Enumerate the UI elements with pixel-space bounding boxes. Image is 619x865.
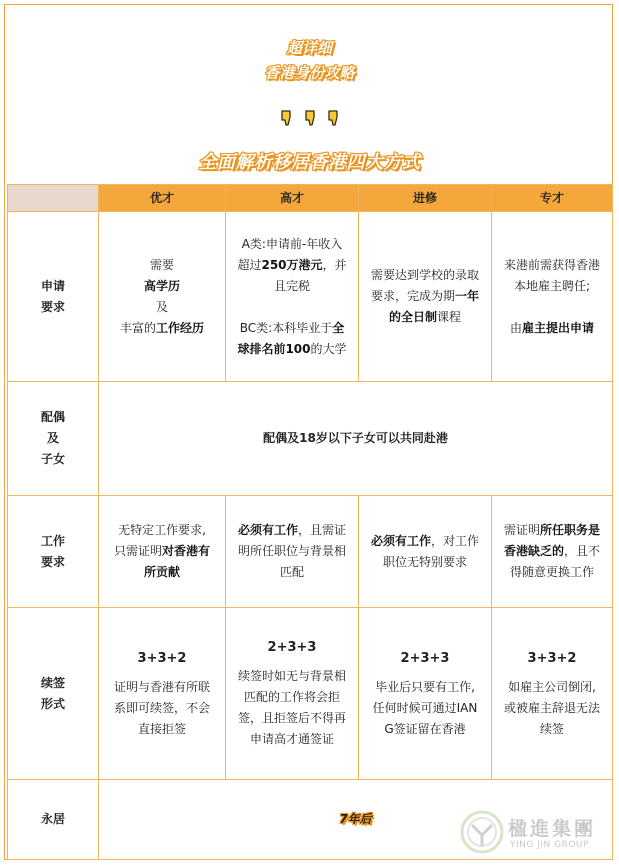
row-label-requirements: 申请 要求 — [8, 212, 99, 382]
pointing-down-hand-icon — [279, 110, 293, 126]
cell-zhuancai-renewal: 3+3+2 如雇主公司倒闭, 或被雇主辞退无法 续签 — [492, 608, 613, 780]
header-row — [8, 185, 613, 212]
cell-gaocai-work: 必须有工作，且需证 明所任职位与背景相 匹配 — [226, 496, 359, 608]
cell-youcai-work: 无特定工作要求, 只需证明对香港有 所贡献 — [99, 496, 226, 608]
row-label-spouse: 配偶 及 子女 — [8, 382, 99, 496]
company-logo — [458, 806, 608, 856]
cell-jinxiu-renewal: 2+3+3 毕业后只要有工作, 任何时候可通过IAN G签证留在香港 — [359, 608, 492, 780]
pointing-down-hand-icon — [326, 110, 340, 126]
row-work — [8, 496, 613, 608]
header-jinxiu: 进修 — [359, 185, 492, 212]
header-zhuancai: 专才 — [492, 185, 613, 212]
pointing-down-hand-icon — [303, 110, 317, 126]
row-renewal — [8, 608, 613, 780]
yingjin-emblem-icon — [460, 810, 504, 854]
logo-name: 楹進集團 — [508, 818, 597, 840]
title-line-1: 超详细 — [286, 39, 332, 57]
row-requirements — [8, 212, 613, 382]
row-label-renewal: 续签 形式 — [8, 608, 99, 780]
header-youcai: 优才 — [99, 185, 226, 212]
comparison-table — [7, 184, 613, 860]
cell-jinxiu-work: 必须有工作，对工作 职位无特别要求 — [359, 496, 492, 608]
cell-youcai-renewal: 3+3+2 证明与香港有所联 系即可续签，不会 直接拒签 — [99, 608, 226, 780]
logo-sub: YING JIN GROUP — [510, 840, 589, 850]
header-corner — [8, 185, 99, 212]
cell-spouse-all: 配偶及18岁以下子女可以共同赴港 — [99, 382, 613, 496]
title-line-2: 香港身份攻略 — [264, 64, 355, 82]
cell-gaocai-renewal: 2+3+3 续签时如无与背景相 匹配的工作将会拒 签，且拒签后不得再 申请高才通签证 — [226, 608, 359, 780]
cell-pr-all: 7年后 — [99, 780, 613, 860]
pointing-hands-row — [0, 110, 619, 130]
header-gaocai: 高才 — [226, 185, 359, 212]
cell-zhuancai-requirements: 来港前需获得香港 本地雇主聘任; 由雇主提出申请 — [492, 212, 613, 382]
row-spouse — [8, 382, 613, 496]
row-label-work: 工作 要求 — [8, 496, 99, 608]
cell-zhuancai-work: 需证明所任职务是 香港缺乏的，且不 得随意更换工作 — [492, 496, 613, 608]
cell-gaocai-requirements: A类:申请前-年收入 超过250万港元，并 且完税 BC类:本科毕业于全 球排名前100的大学 — [226, 212, 359, 382]
cell-jinxiu-requirements: 需要达到学校的录取 要求，完成为期一年 的全日制课程 — [359, 212, 492, 382]
cell-youcai-requirements: 需要 高学历 及 丰富的工作经历 — [99, 212, 226, 382]
row-label-pr: 永居 — [8, 780, 99, 860]
main-heading: 全面解析移居香港四大方式 — [198, 152, 421, 173]
